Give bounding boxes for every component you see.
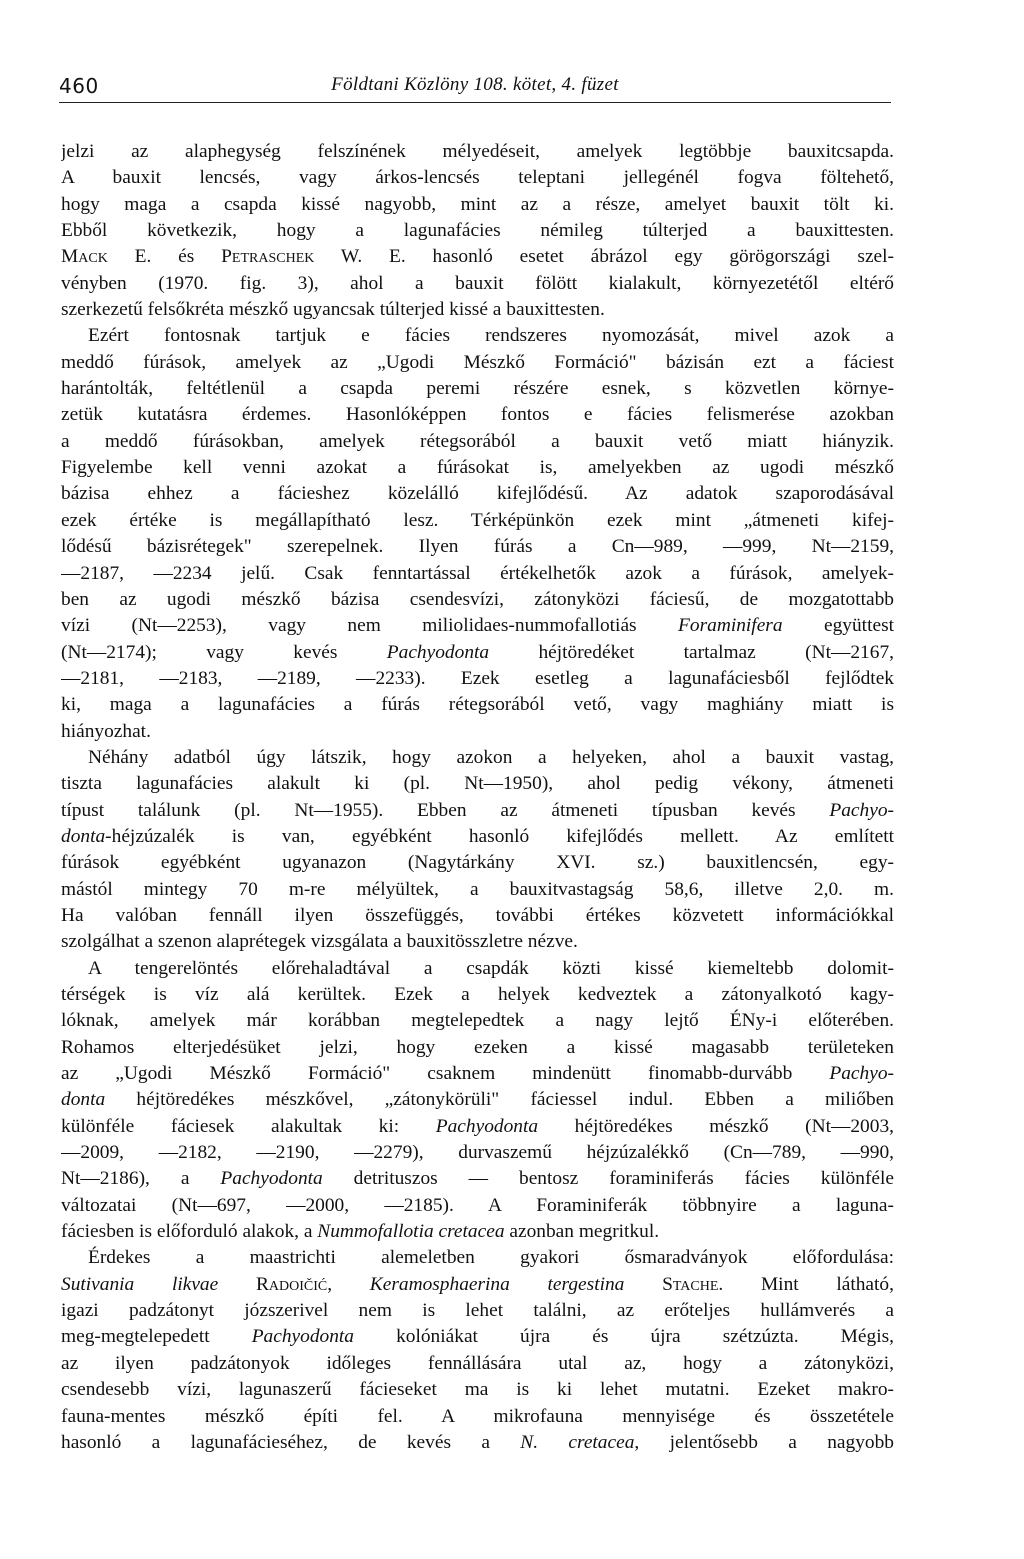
text-segment: —2009, —2182, —2190, —2279), durvaszemű héjzúzalékkő (Cn—789, —990, [61,1142,894,1164]
text-segment: Nt—2186), a [61,1168,221,1190]
text-segment: az ilyen padzátonyok időleges fennállására utal az, hogy a zátonyközi, [61,1352,894,1374]
text-segment: ki, maga a lagunafácies a fúrás rétegsorából vető, vagy maghiány miatt is [61,694,894,716]
running-title: Földtani Közlöny 108. kötet, 4. füzet [331,74,619,95]
text-segment: héjtöredékes mészkő (Nt—2003, [538,1115,894,1137]
text-segment: meddő fúrások, amelyek az „Ugodi Mészkő Formáció" bázisán ezt a fáciest [61,351,894,373]
text-segment: csendesebb vízi, lagunaszerű fácieseket ma is ki lehet mutatni. Ezeket makro- [61,1379,894,1401]
text-line [61,798,894,824]
text-segment: ezek értéke is megállapítható lesz. Térképünkön ezek mint „átmeneti kifej- [61,509,894,531]
text-segment: vízi (Nt—2253), vagy nem miliolidaes-nummofallotiás [61,615,679,637]
italic-text: Nummofallotia cretacea [317,1221,505,1243]
text-segment: jelzi az alaphegység felszínének mélyedéseit, amelyek legtöbbje bauxitcsapda. [61,141,894,162]
paragraph-first-line [61,323,894,349]
text-line [61,613,894,639]
text-segment: fáciesben is előforduló alakok, a [61,1221,318,1243]
text-line [61,1035,894,1061]
text-line [61,982,894,1008]
text-line [61,350,894,376]
text-segment: A tengerelöntés előrehaladtával a csapdák közti kissé kiemeltebb dolomit- [88,957,894,979]
text-line [61,1324,894,1350]
text-segment: (Nt—2174); vagy kevés [61,641,387,663]
text-line [61,192,894,218]
text-segment: vényben (1970. fig. 3), ahol a bauxit fölött kialakult, környezetétől eltérő [61,272,894,294]
paragraph-first-line [61,1245,894,1271]
text-segment: Néhány adatból úgy látszik, hogy azokon a helyeken, ahol a bauxit vastag, [88,746,894,768]
text-segment: különféle fáciesek alakultak ki: [61,1115,436,1137]
text-segment: Figyelembe kell venni azokat a fúrásokat is, amelyekben az ugodi mészkő [61,457,894,479]
text-line [61,1404,894,1430]
text-segment: térségek is víz alá kerültek. Ezek a helyek kedveztek a zátonyalkotó kagy- [61,984,894,1005]
text-segment: detrituszos — bentosz foraminiferás fácies különféle [322,1168,894,1190]
italic-text: donta [61,1089,106,1111]
text-segment: -héjzúzalék is van, egyébként hasonló kifejlődés mellett. Az említett [105,825,894,847]
text-segment: , [327,1273,370,1295]
text-segment: zetük kutatásra érdemes. Hasonlóképpen fontos e fácies felismerése azokban [61,404,894,426]
italic-text: Pachyodonta [251,1326,354,1348]
page-header [59,72,891,103]
text-line [61,903,894,929]
text-segment: Ezért fontosnak tartjuk e fácies rendszeres nyomozását, mivel azok a [88,325,894,347]
text-line [61,481,894,507]
text-line [61,165,894,191]
text-line [61,929,894,955]
text-segment: Rohamos elterjedésüket jelzi, hogy ezeken a kissé magasabb területeken [61,1036,894,1058]
text-segment: héjtöredéket tartalmaz (Nt—2167, [489,641,894,663]
text-line [61,139,894,165]
text-line [61,218,894,244]
italic-text: Pachyo- [829,1063,894,1085]
text-segment: kolóniákat újra és újra szétzúzta. Mégis, [354,1326,894,1348]
text-segment: bázisa ehhez a fácieshez közelálló kifejlődésű. Az adatok szaporodásával [61,483,894,505]
text-segment: Ebből következik, hogy a lagunafácies némileg túlterjed a bauxittesten. [61,220,894,242]
text-line [61,666,894,692]
text-line [61,771,894,797]
text-segment: hogy maga a csapda kissé nagyobb, mint az a része, amelyet bauxit tölt ki. [61,193,894,215]
italic-text: Pachyo- [829,799,894,821]
italic-text: donta [61,825,106,847]
text-line [61,640,894,666]
text-line [61,429,894,455]
italic-text: Pachyodonta [435,1115,539,1137]
text-line [61,1272,894,1298]
text-line [61,1430,894,1456]
text-line [61,561,894,587]
text-segment: . Mint látható, [718,1273,894,1295]
text-segment: W. E. hasonló esetet ábrázol egy görögországi szel- [314,246,894,268]
text-line [61,1061,894,1087]
paragraph-first-line [61,745,894,771]
italic-text: Pachyodonta [220,1168,323,1190]
text-segment [624,1274,662,1295]
text-segment: E. és [107,246,222,268]
text-segment: hasonló a lagunafácieséhez, de kevés a [61,1431,521,1453]
text-line [61,1298,894,1324]
author-name: Petraschek [221,246,315,268]
text-segment: Érdekes a maastrichti alemeletben gyakori ősmaradványok előfordulása: [88,1247,894,1269]
text-segment: héjtöredékes mészkővel, „zátonykörüli" fáciessel indul. Ebben a miliőben [105,1089,894,1111]
text-line [61,1166,894,1192]
text-segment: —2181, —2183, —2189, —2233). Ezek esetleg a lagunafáciesből fejlődtek [61,667,894,689]
text-segment: mástól mintegy 70 m-re mélyültek, a bauxitvastagság 58,6, illetve 2,0. m. [61,878,894,900]
text-line [61,719,894,745]
text-segment: lődésű bázisrétegek" szerepelnek. Ilyen fúrás a Cn—989, —999, Nt—2159, [61,536,894,558]
italic-text: Foraminifera [678,615,783,637]
body-text [61,139,894,1456]
text-segment: fauna-mentes mészkő építi fel. A mikrofauna mennyisége és összetétele [61,1405,894,1427]
text-line [61,587,894,613]
text-segment: tiszta lagunafácies alakult ki (pl. Nt—1950), ahol pedig vékony, átmeneti [61,773,894,795]
text-line [61,1140,894,1166]
text-line [61,508,894,534]
text-segment: együttest [782,615,894,637]
text-line [61,376,894,402]
text-segment [218,1274,256,1295]
text-line [61,1193,894,1219]
text-segment: az „Ugodi Mészkő Formáció" csaknem mindenütt finomabb-durvább [61,1063,830,1085]
text-line [61,402,894,428]
text-segment: , jelentősebb a nagyobb [634,1431,894,1453]
text-segment: szolgálhat a szenon alaprétegek vizsgálata a bauxitösszletre nézve. [61,931,578,953]
text-segment: a meddő fúrásokban, amelyek rétegsorából a bauxit vető miatt hiányzik. [61,430,894,452]
page-number: 460 [59,74,99,98]
author-name: Stache [662,1273,719,1295]
text-segment: típust találunk (pl. Nt—1955). Ebben az átmeneti típusban kevés [61,799,830,821]
text-segment: meg-megtelepedett [61,1326,252,1348]
text-line [61,455,894,481]
italic-text: N. cretacea [520,1431,635,1453]
text-line [61,1219,894,1245]
text-segment: A bauxit lencsés, vagy árkos-lencsés teleptani jellegénél fogva föltehető, [61,167,894,189]
text-segment: hiányozhat. [61,720,151,742]
text-segment: ben az ugodi mészkő bázisa csendesvízi, zátonyközi fáciesű, de mozgatottabb [61,588,894,610]
text-segment: lóknak, amelyek már korábban megtelepedtek a nagy lejtő ÉNy-i előterében. [61,1010,894,1032]
text-segment: azonban megritkul. [504,1221,660,1243]
text-segment: harántolták, feltétlenül a csapda peremi részére esnek, s közvetlen környe- [61,378,894,400]
author-name: Radoičić [255,1273,328,1295]
text-line [61,1377,894,1403]
text-segment: igazi padzátonyt józszerivel nem is lehet találni, az erőteljes hullámverés a [61,1300,894,1322]
text-segment: fúrások egyébként ugyanazon (Nagytárkány XVI. sz.) bauxitlencsén, egy- [61,852,894,874]
text-segment: Ha valóban fennáll ilyen összefüggés, további értékes közvetett információkkal [61,904,894,926]
text-line [61,824,894,850]
paragraph-first-line [61,956,894,982]
text-line [61,877,894,903]
italic-text: Keramosphaerina tergestina [369,1273,625,1295]
text-segment: szerkezetű felsőkréta mészkő ugyancsak túlterjed kissé a bauxittesten. [61,299,605,321]
text-line [61,1008,894,1034]
text-line [61,850,894,876]
italic-text: Sutivania likvae [61,1273,219,1295]
text-line [61,534,894,560]
text-line [61,692,894,718]
text-segment: változatai (Nt—697, —2000, —2185). A Foraminiferák többnyire a laguna- [61,1194,894,1216]
author-name: Mack [61,246,108,268]
text-line [61,244,894,270]
text-line [61,271,894,297]
text-segment: —2187, —2234 jelű. Csak fenntartással értékelhetők azok a fúrások, amelyek- [61,562,894,584]
text-line [61,1087,894,1113]
text-line [61,1351,894,1377]
text-line [61,297,894,323]
text-line [61,1114,894,1140]
italic-text: Pachyodonta [386,641,490,663]
